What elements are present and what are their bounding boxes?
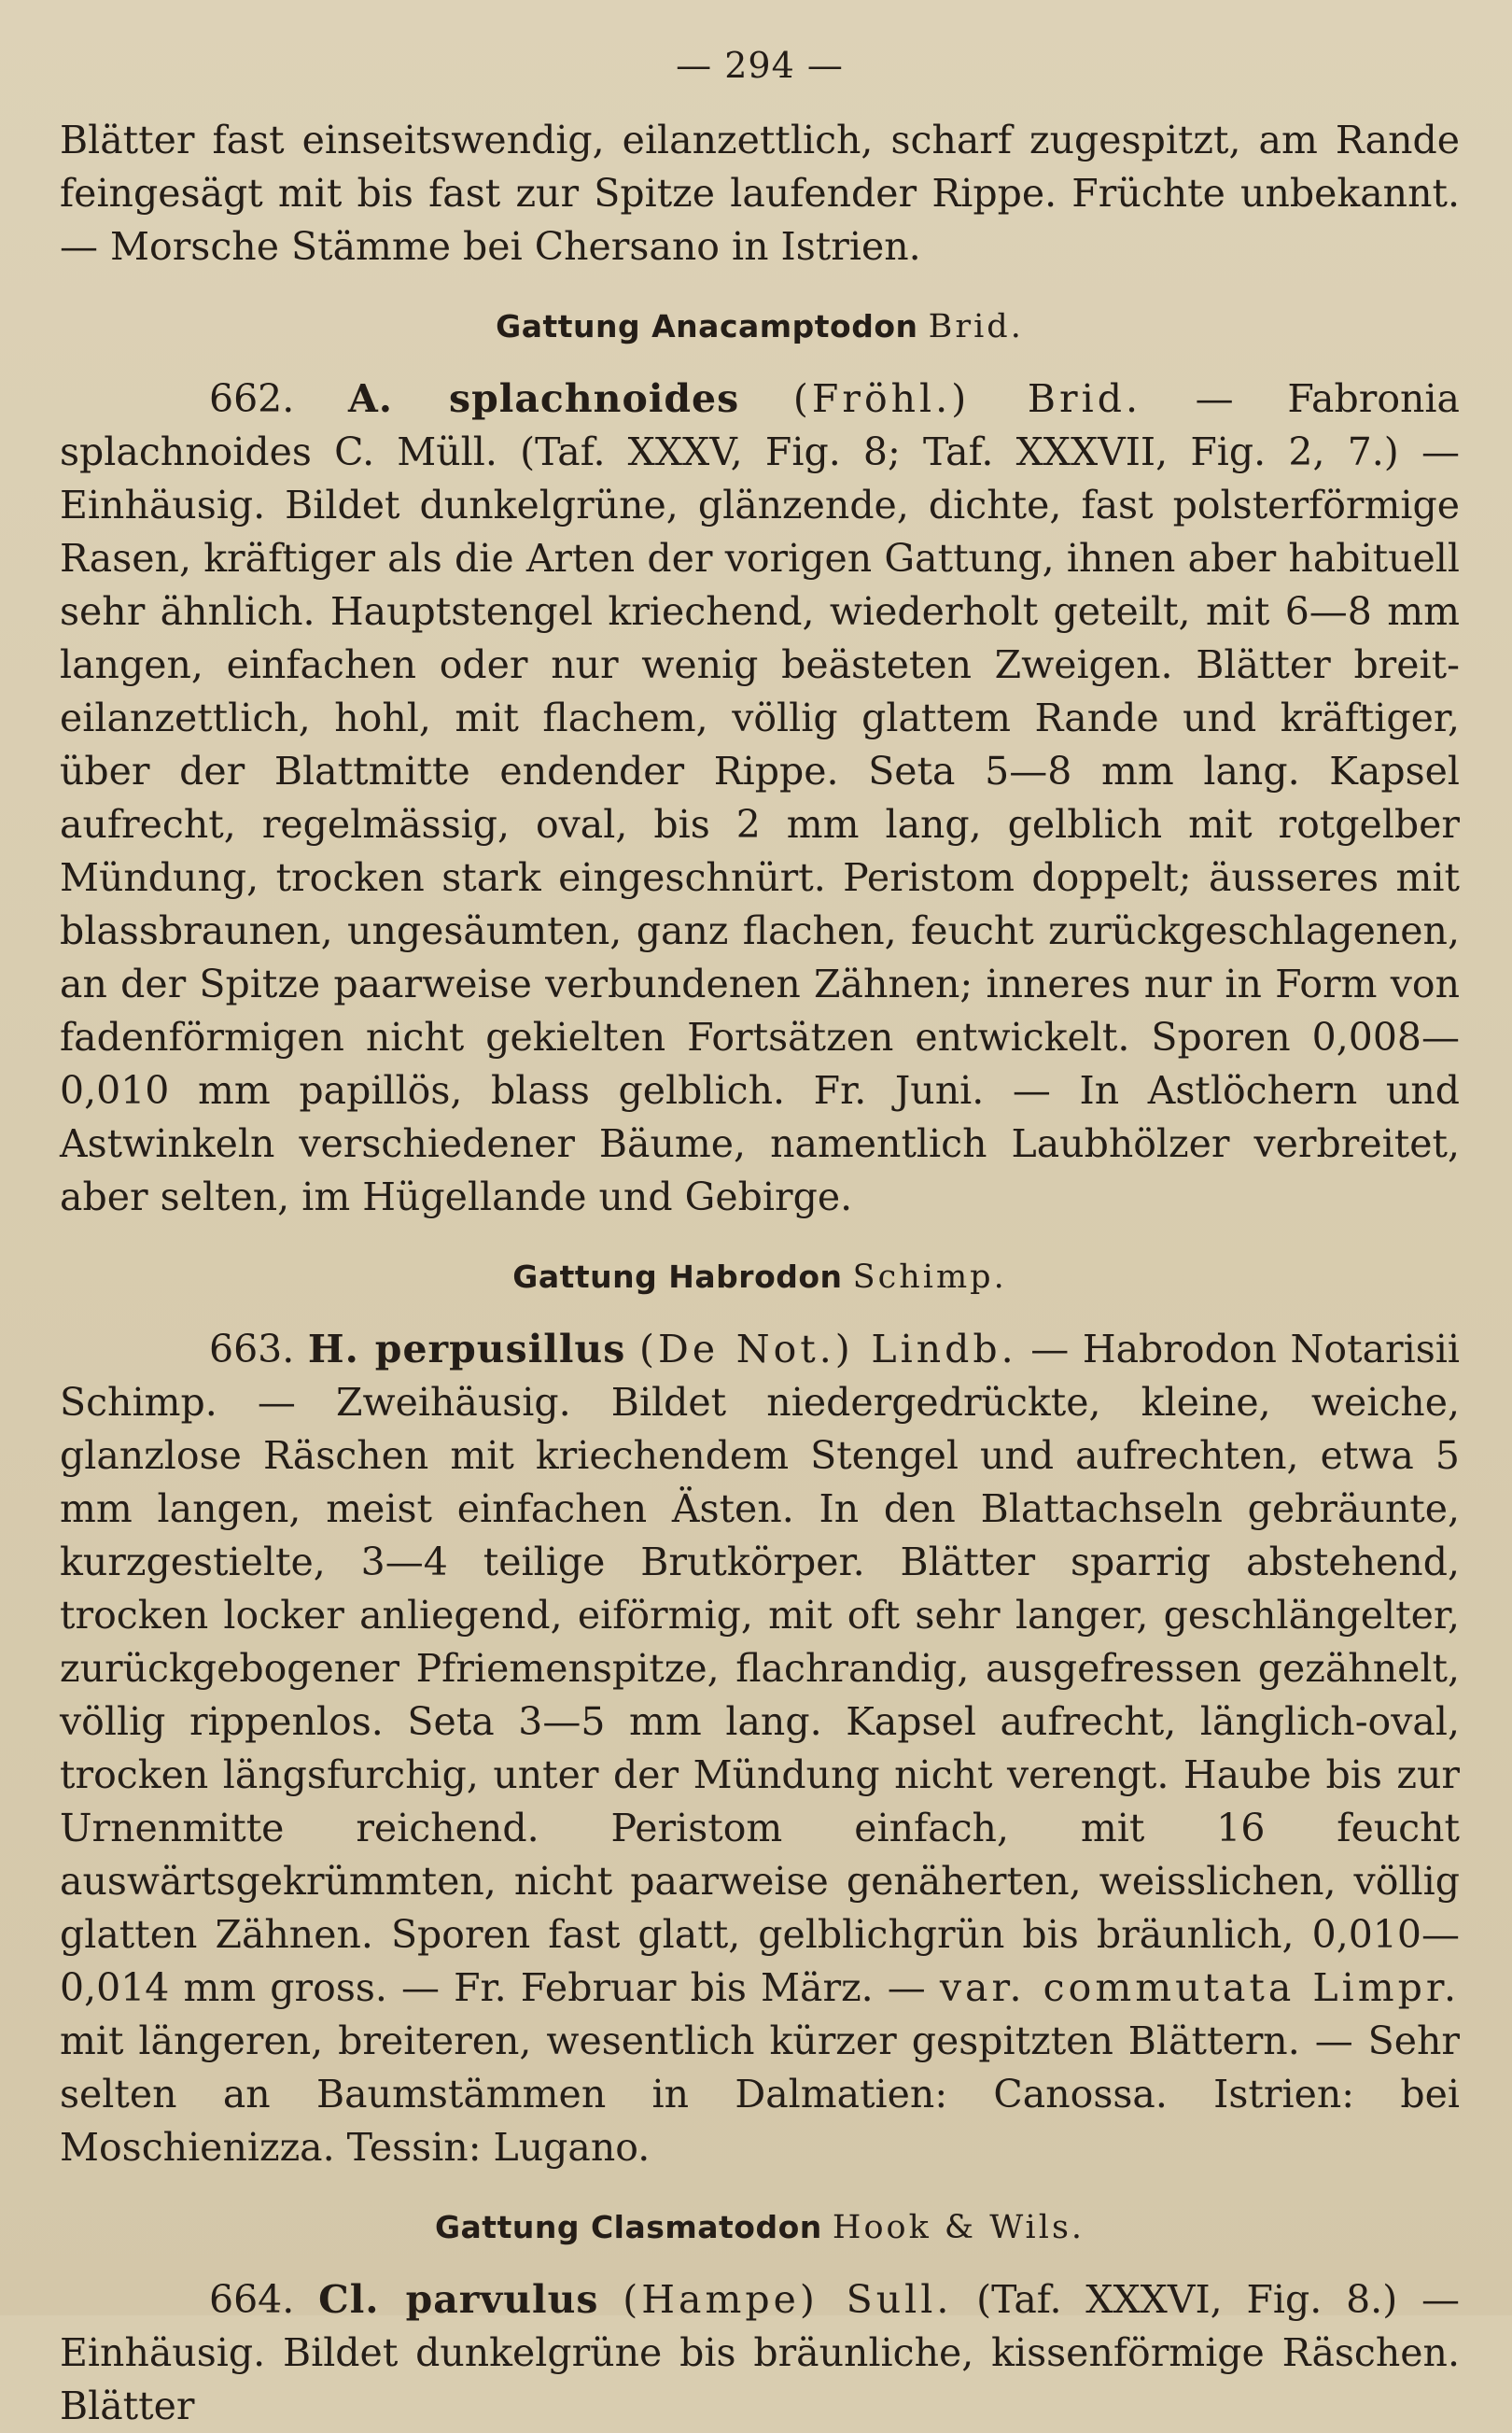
species-description: (Taf. XXXVI, Fig. 8.) — Einhäusig. Bildet dunkelgrüne bis bräunliche, kissenförmige Räschen. Blätter bbox=[60, 2277, 1460, 2428]
species-name: A. splachnoides bbox=[347, 376, 740, 421]
species-entry-663 bbox=[60, 1323, 1460, 2174]
species-author: (Hampe) Sull. bbox=[623, 2277, 953, 2322]
species-author: (De Not.) Lindb. bbox=[638, 1327, 1017, 1371]
genus-label: Gattung Clasmatodon bbox=[434, 2209, 822, 2245]
page-number: — 294 — bbox=[676, 45, 844, 86]
genus-label: Gattung Habrodon bbox=[512, 1259, 843, 1295]
genus-author: Brid. bbox=[928, 308, 1024, 345]
variety-description: mit längeren, breiteren, wesentlich kürzer gespitzten Blättern. — Sehr selten an Baumstämmen in Dalmatien: Canossa. Istrien: bei Moschienizza. Tessin: Lugano. bbox=[60, 2018, 1460, 2170]
species-number: 662. bbox=[209, 376, 295, 421]
genus-author: Schimp. bbox=[852, 1259, 1007, 1296]
species-description: — Habrodon Notarisii Schimp. — Zweihäusig. Bildet niedergedrückte, kleine, weiche, glanzlose Räschen mit kriechendem Stengel und aufrechten, etwa 5 mm langen, meist einfachen Ästen. In den Blattachseln gebräunte, kurzgestielte, 3—4 teilige Brutkörper. Blätter sparrig abstehend, trocken locker anliegend, eiförmig, mit oft sehr langer, geschlängelter, zurückgebogener Pfriemenspitze, flachrandig, ausgefressen gezähnelt, völlig rippenlos. Seta 3—5 mm lang. Kapsel aufrecht, länglich-oval, trocken längsfurchig, unter der Mündung nicht verengt. Haube bis zur Urnenmitte reichend. Peristom einfach, mit 16 feucht auswärtsgekrümmten, nicht paarweise genäherten, weisslichen, völlig glatten Zähnen. Sporen fast glatt, gelblichgrün bis bräunlich, 0,010—0,014 mm gross. — Fr. Februar bis März. — bbox=[60, 1327, 1460, 2010]
species-number: 664. bbox=[209, 2277, 295, 2322]
genus-author: Hook & Wils. bbox=[832, 2209, 1085, 2246]
intro-paragraph: Blätter fast einseitswendig, eilanzettlich, scharf zugespitzt, am Rande feingesägt mit bis fast zur Spitze laufender Rippe. Früchte unbekannt. — Morsche Stämme bei Chersano in Istrien. bbox=[60, 118, 1460, 269]
species-entry-664 bbox=[60, 2273, 1460, 2433]
genus-heading-habrodon bbox=[60, 1254, 1460, 1301]
genus-label: Gattung Anacamptodon bbox=[496, 308, 918, 345]
species-name: Cl. parvulus bbox=[318, 2277, 599, 2322]
genus-heading-anacamptodon bbox=[60, 303, 1460, 350]
species-description: — Fabronia splachnoides C. Müll. (Taf. XXXV, Fig. 8; Taf. XXXVII, Fig. 2, 7.) — Einhäusig. Bildet dunkelgrüne, glänzende, dichte, fast polsterförmige Rasen, kräftiger als die Arten der vorigen Gattung, ihnen aber habituell sehr ähnlich. Hauptstengel kriechend, wiederholt geteilt, mit 6—8 mm langen, einfachen oder nur wenig beästeten Zweigen. Blätter breit-eilanzettlich, hohl, mit flachem, völlig glattem Rande und kräftiger, über der Blattmitte endender Rippe. Seta 5—8 mm lang. Kapsel aufrecht, regelmässig, oval, bis 2 mm lang, gelblich mit rotgelber Mündung, trocken stark eingeschnürt. Peristom doppelt; äusseres mit blassbraunen, ungesäumten, ganz flachen, feucht zurückgeschlagenen, an der Spitze paarweise verbundenen Zähnen; inneres nur in Form von fadenförmigen nicht gekielten Fortsätzen entwickelt. Sporen 0,008—0,010 mm papillös, blass gelblich. Fr. Juni. — In Astlöchern und Astwinkeln verschiedener Bäume, namentlich Laubhölzer verbreitet, aber selten, im Hügellande und Gebirge. bbox=[60, 376, 1460, 1219]
variety-label: var. commutata Limpr. bbox=[939, 1965, 1460, 2010]
species-name: H. perpusillus bbox=[307, 1327, 626, 1371]
species-number: 663. bbox=[209, 1327, 295, 1371]
species-entry-662 bbox=[60, 373, 1460, 1224]
species-author: (Fröhl.) Brid. bbox=[792, 376, 1141, 421]
genus-heading-clasmatodon bbox=[60, 2204, 1460, 2251]
